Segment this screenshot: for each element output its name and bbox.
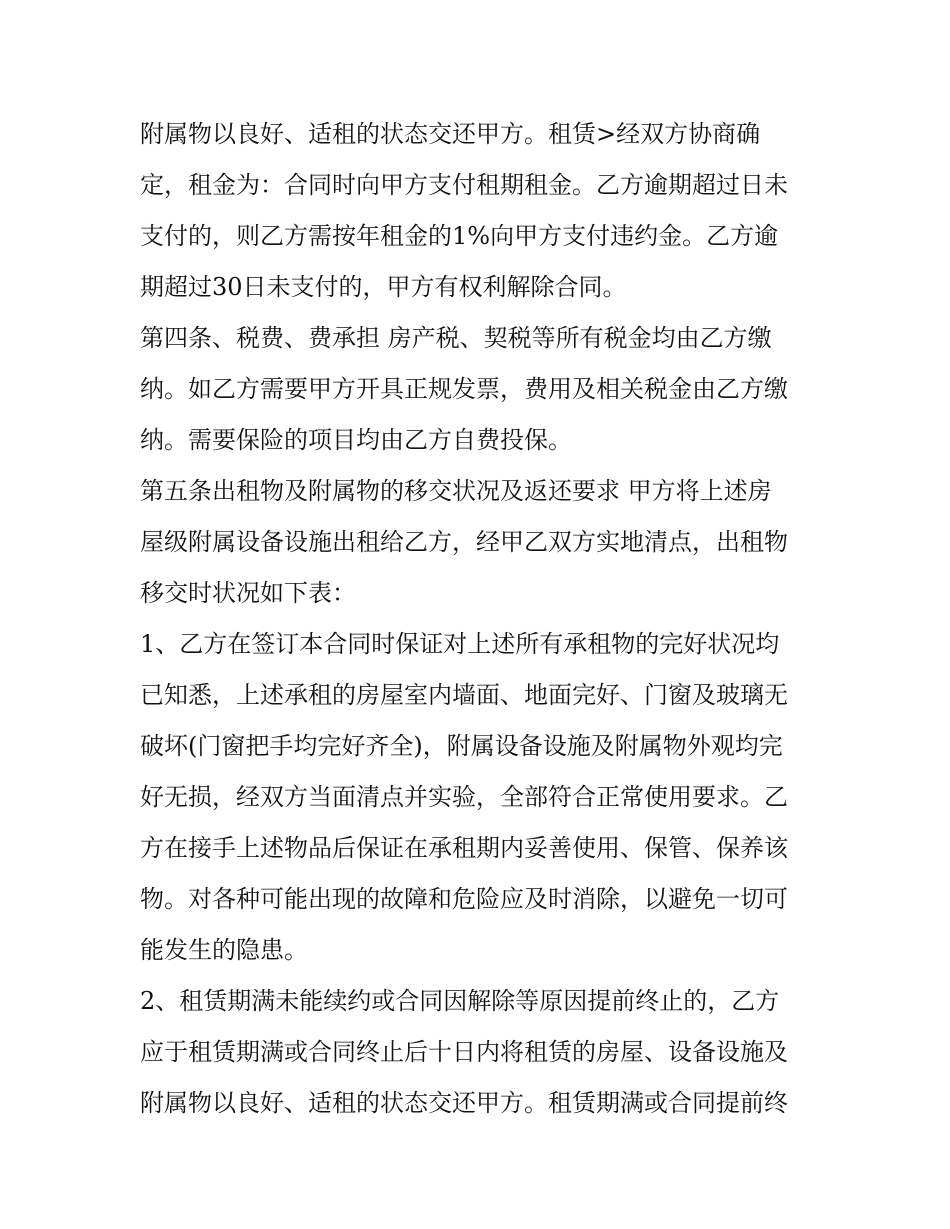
contract-body-text [140,109,820,1129]
text-line: 纳。需要保险的项目均由乙方自费投保。 [140,426,572,454]
text-line: 期超过30日未支付的，甲方有权利解除合同。 [140,273,627,301]
text-line: 支付的，则乙方需按年租金的1%向甲方支付违约金。乙方逾 [140,222,779,250]
article-five-heading-line: 第五条出租物及附属物的移交状况及返还要求 甲方将上述房 [140,477,772,505]
text-line: 能发生的隐患。 [140,936,308,964]
text-line: 附属物以良好、适租的状态交还甲方。租赁期满或合同提前终 [140,1089,788,1117]
text-line: 附属物以良好、适租的状态交还甲方。租赁>经双方协商确 [140,120,761,148]
text-line: 好无损，经双方当面清点并实验，全部符合正常使用要求。乙 [140,783,788,811]
text-line: 移交时状况如下表： [140,579,356,607]
text-line: 定，租金为：合同时向甲方支付租期租金。乙方逾期超过日未 [140,171,788,199]
text-line: 屋级附属设备设施出租给乙方，经甲乙双方实地清点，出租物 [140,528,788,556]
text-line: 纳。如乙方需要甲方开具正规发票，费用及相关税金由乙方缴 [140,375,788,403]
text-line: 破坏(门窗把手均完好齐全)，附属设备设施及附属物外观均完 [140,732,783,760]
article-four-heading-line: 第四条、税费、费承担 房产税、契税等所有税金均由乙方缴 [140,324,772,352]
clause-two-line: 2、租赁期满未能续约或合同因解除等原因提前终止的，乙方 [140,987,780,1015]
clause-one-line: 1、乙方在签订本合同时保证对上述所有承租物的完好状况均 [140,630,780,658]
text-line: 方在接手上述物品后保证在承租期内妥善使用、保管、保养该 [140,834,788,862]
text-line: 已知悉，上述承租的房屋室内墙面、地面完好、门窗及玻璃无 [140,681,788,709]
text-line: 物。对各种可能出现的故障和危险应及时消除，以避免一切可 [140,885,788,913]
text-line: 应于租赁期满或合同终止后十日内将租赁的房屋、设备设施及 [140,1038,788,1066]
